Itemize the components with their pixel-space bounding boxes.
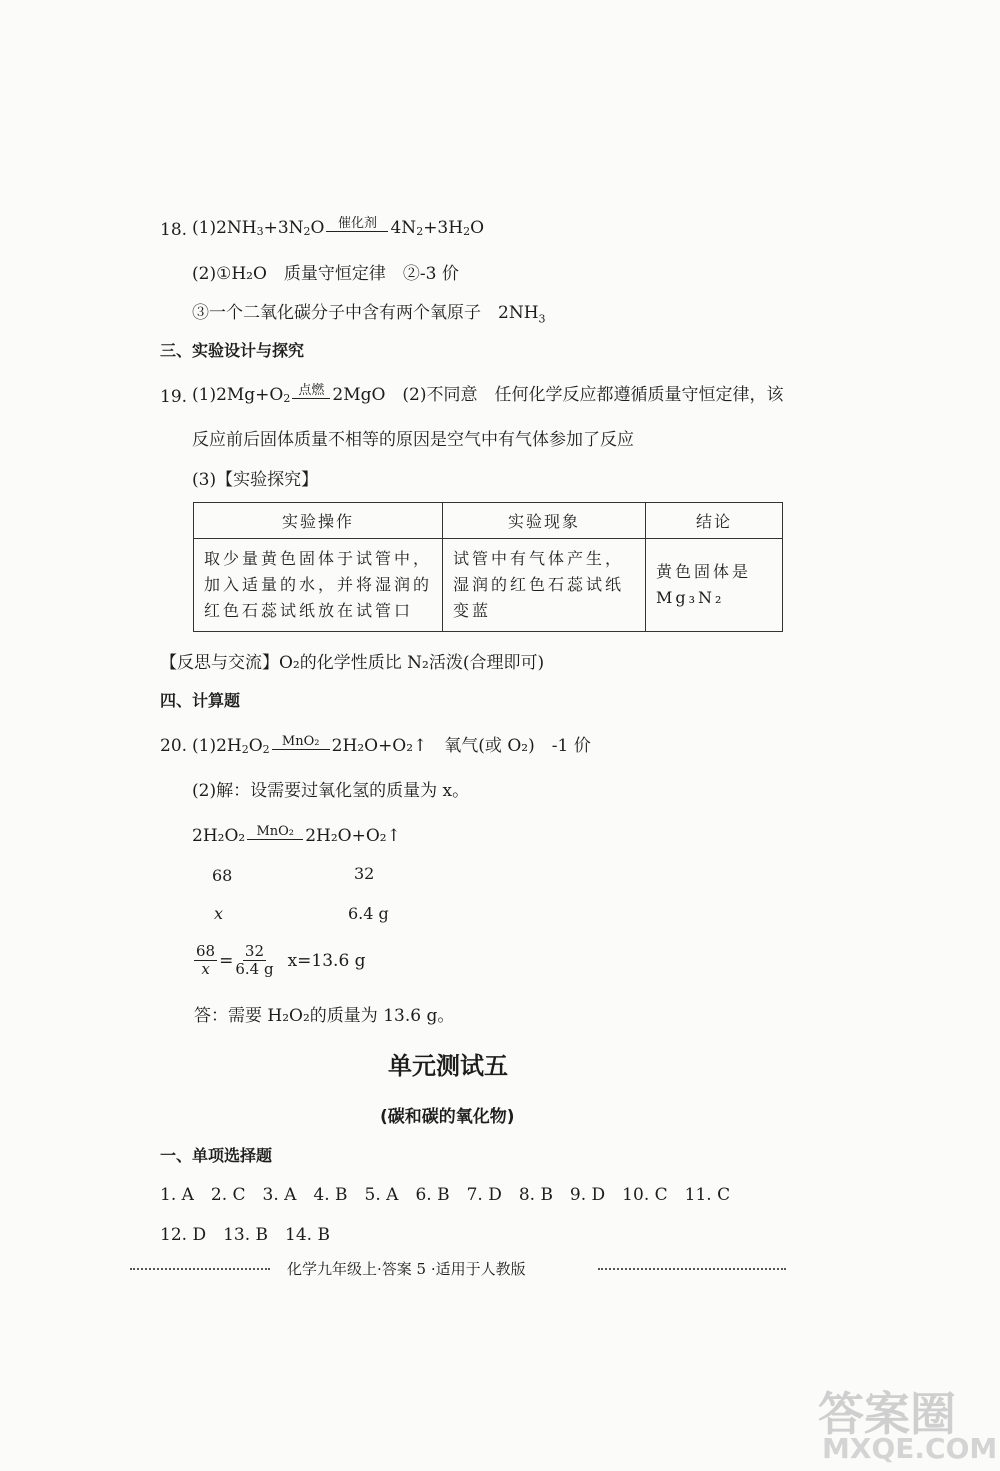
q19-number: 19.	[160, 387, 188, 407]
q20-calc-left: 2H₂O₂	[192, 826, 246, 846]
table-header-row	[194, 503, 783, 539]
q20-calc-equation	[192, 814, 401, 846]
q20-calc-condition: MnO₂	[256, 824, 294, 839]
q18-sub1: 3	[256, 225, 264, 238]
q18-line3	[192, 298, 546, 325]
experiment-table	[193, 502, 783, 632]
frac1-denominator: x	[201, 960, 210, 978]
q19-eq-right: 2MgO (2)不同意 任何化学反应都遵循质量守恒定律，该	[332, 385, 784, 405]
q20-calc-right: 2H₂O+O₂↑	[305, 826, 401, 846]
q18-eq-right3: O	[470, 218, 485, 238]
q18-line3-text: ③一个二氧化碳分子中含有两个氧原子 2NH	[192, 303, 539, 323]
table-cell-conclusion: 黄色固体是Mg₃N₂	[646, 539, 783, 632]
footer-rule-right	[598, 1268, 786, 1270]
table-cell-operation: 取少量黄色固体于试管中，加入适量的水，并将湿润的红色石蕊试纸放在试管口	[194, 539, 443, 632]
q19-eq-left: (1)2Mg+O	[192, 385, 284, 405]
q20-eq-left: (1)2H	[192, 736, 242, 756]
footer-rule-left	[130, 1268, 270, 1270]
q18-eq-right2: +3H	[423, 218, 464, 238]
frac2-numerator: 32	[244, 942, 264, 960]
q19-sub1: 2	[283, 392, 291, 405]
q18-sub2: 2	[303, 225, 311, 238]
q19-line3: (3)【实验探究】	[192, 470, 319, 490]
q20-sub2: 2	[262, 743, 270, 756]
q20-mass-32: 32	[354, 864, 375, 883]
q20-calc-arrow	[247, 825, 303, 846]
q18-line2: (2)①H₂O 质量守恒定律 ②-3 价	[192, 264, 459, 284]
frac2-denominator: 6.4 g	[235, 960, 274, 978]
equals-sign: =	[219, 950, 234, 971]
q18-reaction-arrow	[326, 217, 388, 238]
q19-equation	[192, 371, 784, 405]
table-cell-phenomenon: 试管中有气体产生，湿润的红色石蕊试纸变蓝	[443, 539, 646, 632]
q20-var-x: x	[214, 904, 224, 923]
q18-eq-left3: O	[310, 218, 325, 238]
table-header-operation: 实验操作	[194, 503, 443, 539]
q18-number: 18.	[160, 220, 188, 240]
q20-fraction-2	[235, 943, 273, 978]
q20-var-6.4g: 6.4 g	[348, 904, 389, 923]
q19-reflection: 【反思与交流】O₂的化学性质比 N₂活泼(合理即可)	[160, 653, 545, 673]
q20-mass-68: 68	[212, 866, 233, 885]
q20-result: x=13.6 g	[287, 950, 366, 971]
table-header-phenomenon: 实验现象	[443, 503, 646, 539]
q18-eq-left2: +3N	[263, 218, 304, 238]
q20-sub1: 2	[241, 743, 249, 756]
footer-text: 化学九年级上·答案 5 ·适用于人教版	[287, 1260, 526, 1278]
q18-line3-sub: 3	[538, 312, 546, 326]
unit-title: 单元测试五	[388, 1052, 508, 1080]
unit-subtitle: (碳和碳的氧化物)	[380, 1107, 515, 1127]
section4-title: 四、计算题	[160, 691, 241, 710]
q19-reaction-arrow	[292, 384, 330, 405]
q18-eq-right: 4N	[390, 218, 417, 238]
q20-fraction-1	[194, 943, 217, 978]
q18-sub3: 2	[416, 225, 424, 238]
watermark-url: MXQE.COM	[822, 1432, 998, 1465]
q18-sub4: 2	[463, 225, 471, 238]
q19-condition: 点燃	[298, 383, 325, 398]
section3-title: 三、实验设计与探究	[160, 341, 305, 360]
q20-condition: MnO₂	[281, 734, 320, 749]
q20-line2: (2)解：设需要过氧化氢的质量为 x。	[192, 781, 470, 801]
q20-proportion	[194, 943, 366, 978]
q20-equation	[192, 724, 591, 756]
frac1-numerator: 68	[196, 942, 216, 960]
q18-eq-left: (1)2NH	[192, 218, 257, 238]
q20-eq-right: 2H₂O+O₂↑ 氧气(或 O₂) -1 价	[331, 736, 591, 756]
watermark-logo: 答案圈	[818, 1387, 956, 1441]
q18-condition: 催化剂	[337, 216, 377, 231]
q20-answer: 答：需要 H₂O₂的质量为 13.6 g。	[194, 1006, 455, 1026]
unit-answers-line1: 1. A 2. C 3. A 4. B 5. A 6. B 7. D 8. B 9. D 10. C 11. C	[160, 1185, 731, 1205]
unit-section1-title: 一、单项选择题	[160, 1146, 273, 1165]
q19-line2: 反应前后固体质量不相等的原因是空气中有气体参加了反应	[192, 430, 634, 450]
q20-reaction-arrow	[272, 735, 330, 756]
table-header-conclusion: 结论	[646, 503, 783, 539]
q20-eq-left2: O	[248, 736, 263, 756]
q18-equation	[192, 206, 484, 238]
table-row	[194, 539, 783, 632]
unit-answers-line2: 12. D 13. B 14. B	[160, 1225, 330, 1245]
q20-number: 20.	[160, 736, 188, 756]
